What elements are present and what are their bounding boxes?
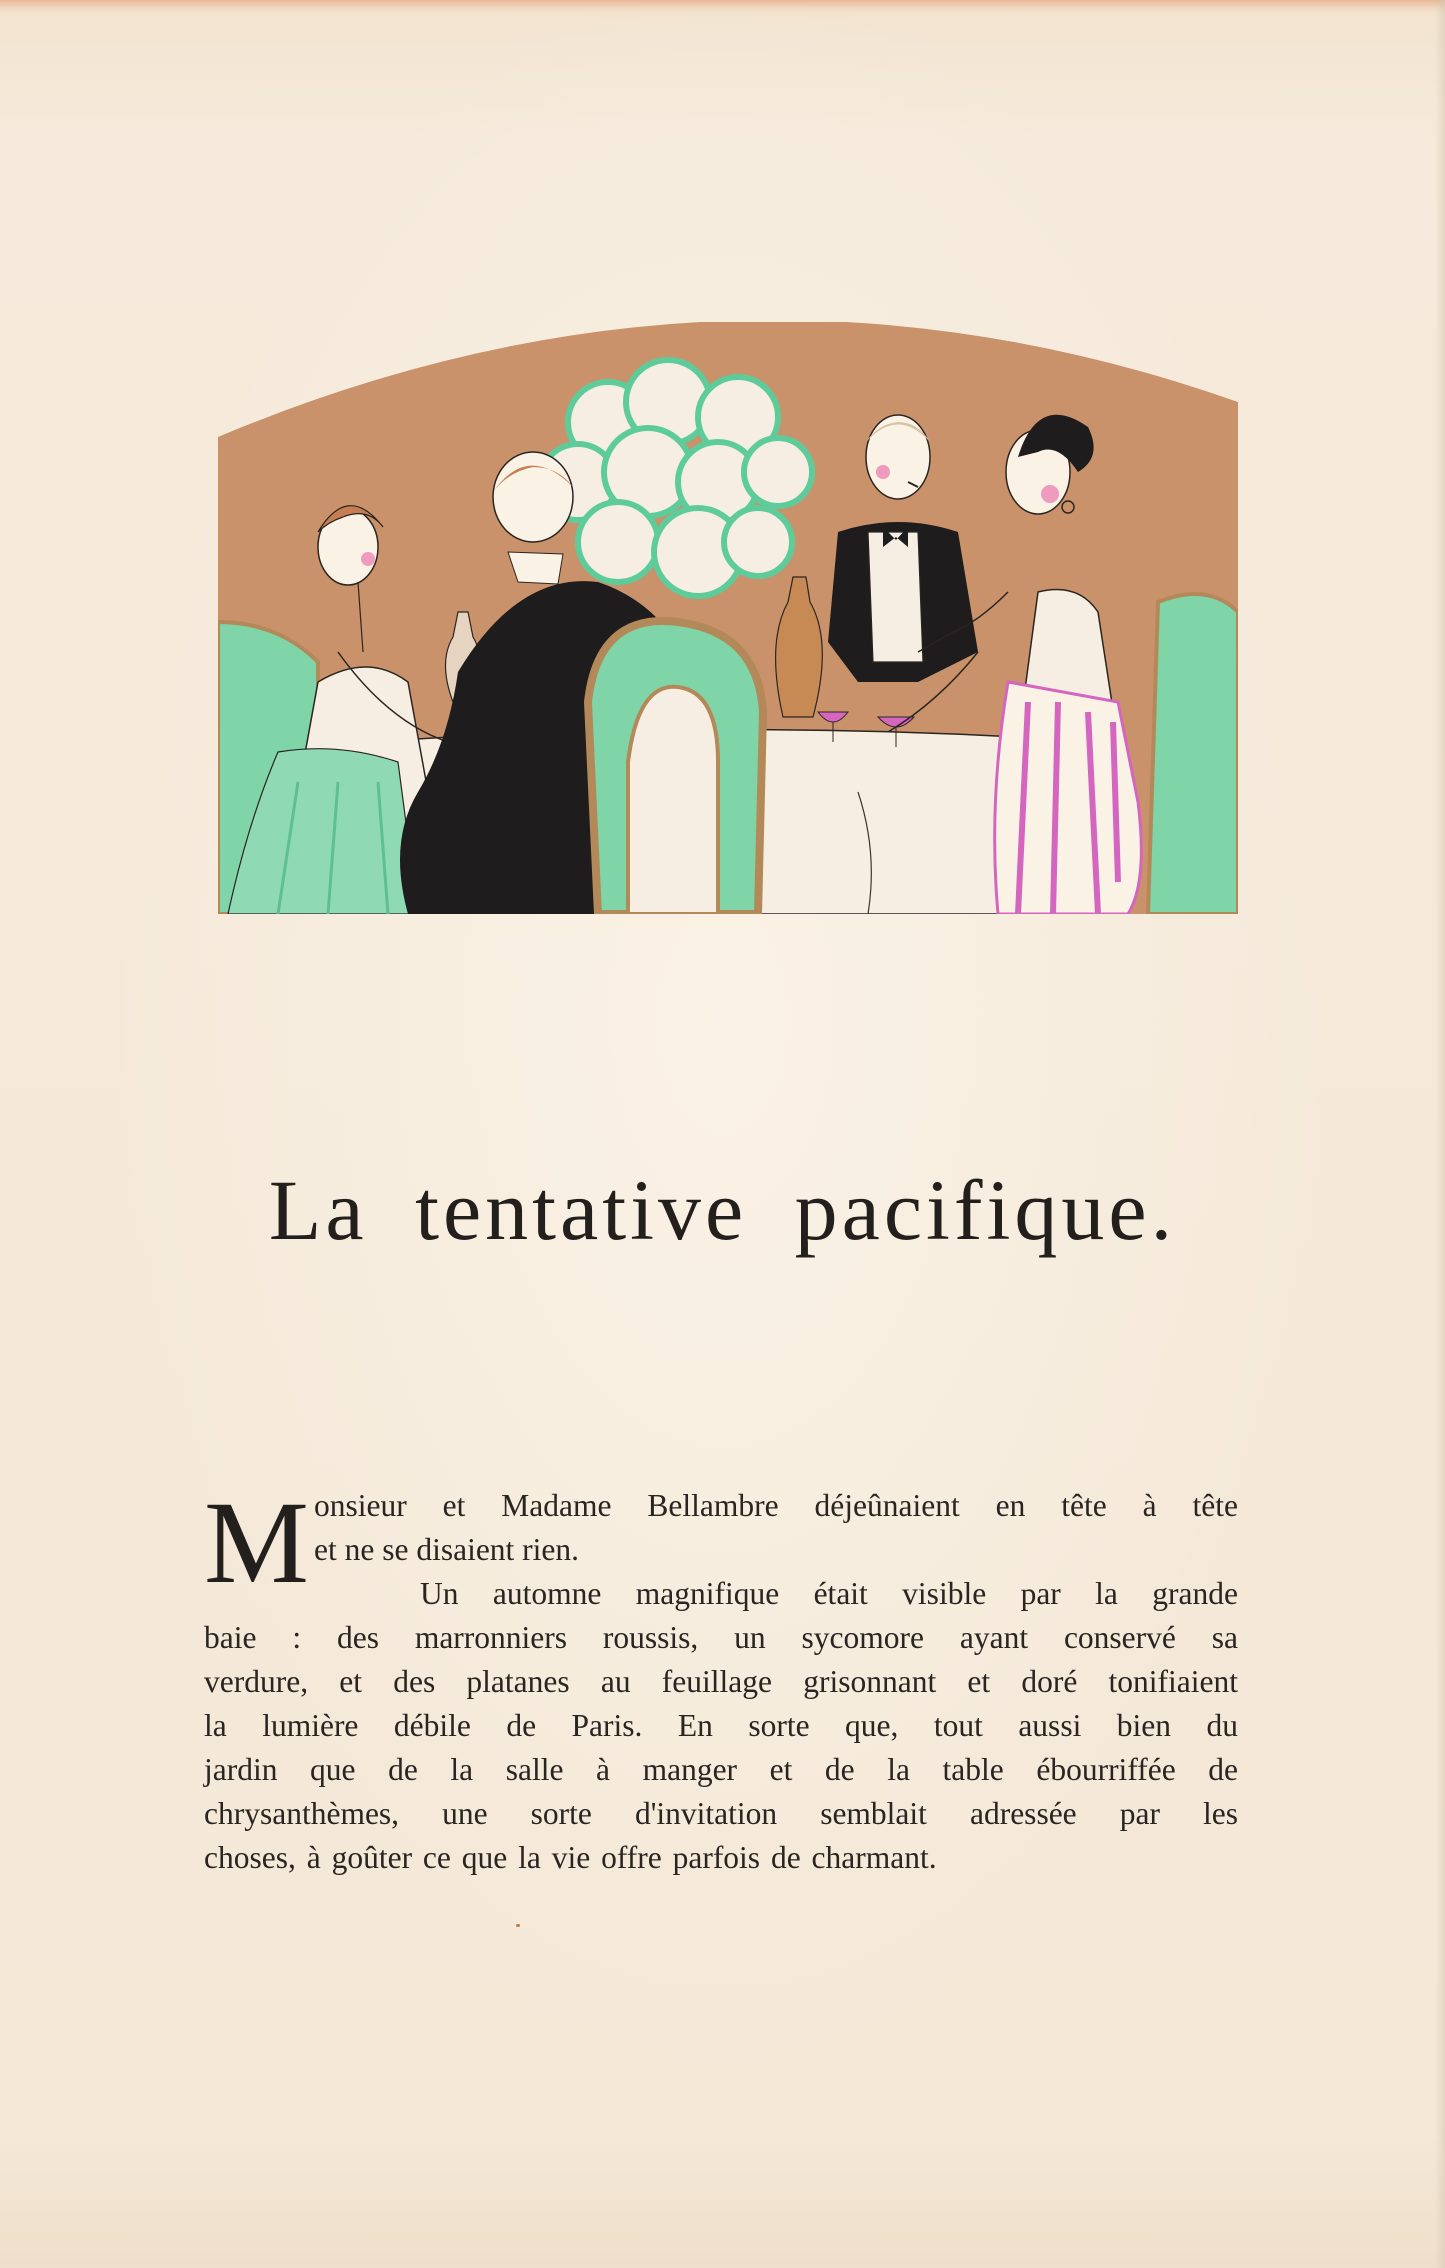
paragraph-line: chrysanthèmes, une sorte d'invitation semblait adressée par les — [204, 1796, 1238, 1831]
paragraph — [204, 1572, 1238, 1880]
paragraph-line: baie : des marronniers roussis, un sycomore ayant conservé sa — [204, 1620, 1238, 1655]
opening-line-2: et ne se disaient rien. — [314, 1532, 580, 1567]
opening-line-1: onsieur et Madame Bellambre déjeûnaient en tête à tête — [314, 1488, 1238, 1523]
paragraph-line: choses, à goûter ce que la vie offre parfois de charmant. — [204, 1840, 937, 1875]
paragraph-line: Un automne magnifique était visible par la grande — [420, 1576, 1238, 1611]
chapter-title: La tentative pacifique. — [268, 1162, 1177, 1258]
paragraph-line: la lumière débile de Paris. En sorte que, tout aussi bien du — [204, 1708, 1238, 1743]
chrysanthemum-bouquet — [540, 360, 812, 596]
paragraph-line: jardin que de la salle à manger et de la table ébourriffée de — [204, 1752, 1238, 1787]
body-text — [204, 1477, 1238, 1880]
page-top-edge — [0, 0, 1445, 14]
paragraph-line: verdure, et des platanes au feuillage grisonnant et doré tonifiaient — [204, 1664, 1238, 1699]
dinner-scene-illustration — [218, 322, 1238, 914]
center-chair — [588, 621, 763, 914]
drop-cap: M — [204, 1477, 309, 1608]
right-chair — [1148, 594, 1238, 914]
page-right-edge — [1435, 0, 1445, 2268]
paper-blemish — [516, 1924, 520, 1927]
